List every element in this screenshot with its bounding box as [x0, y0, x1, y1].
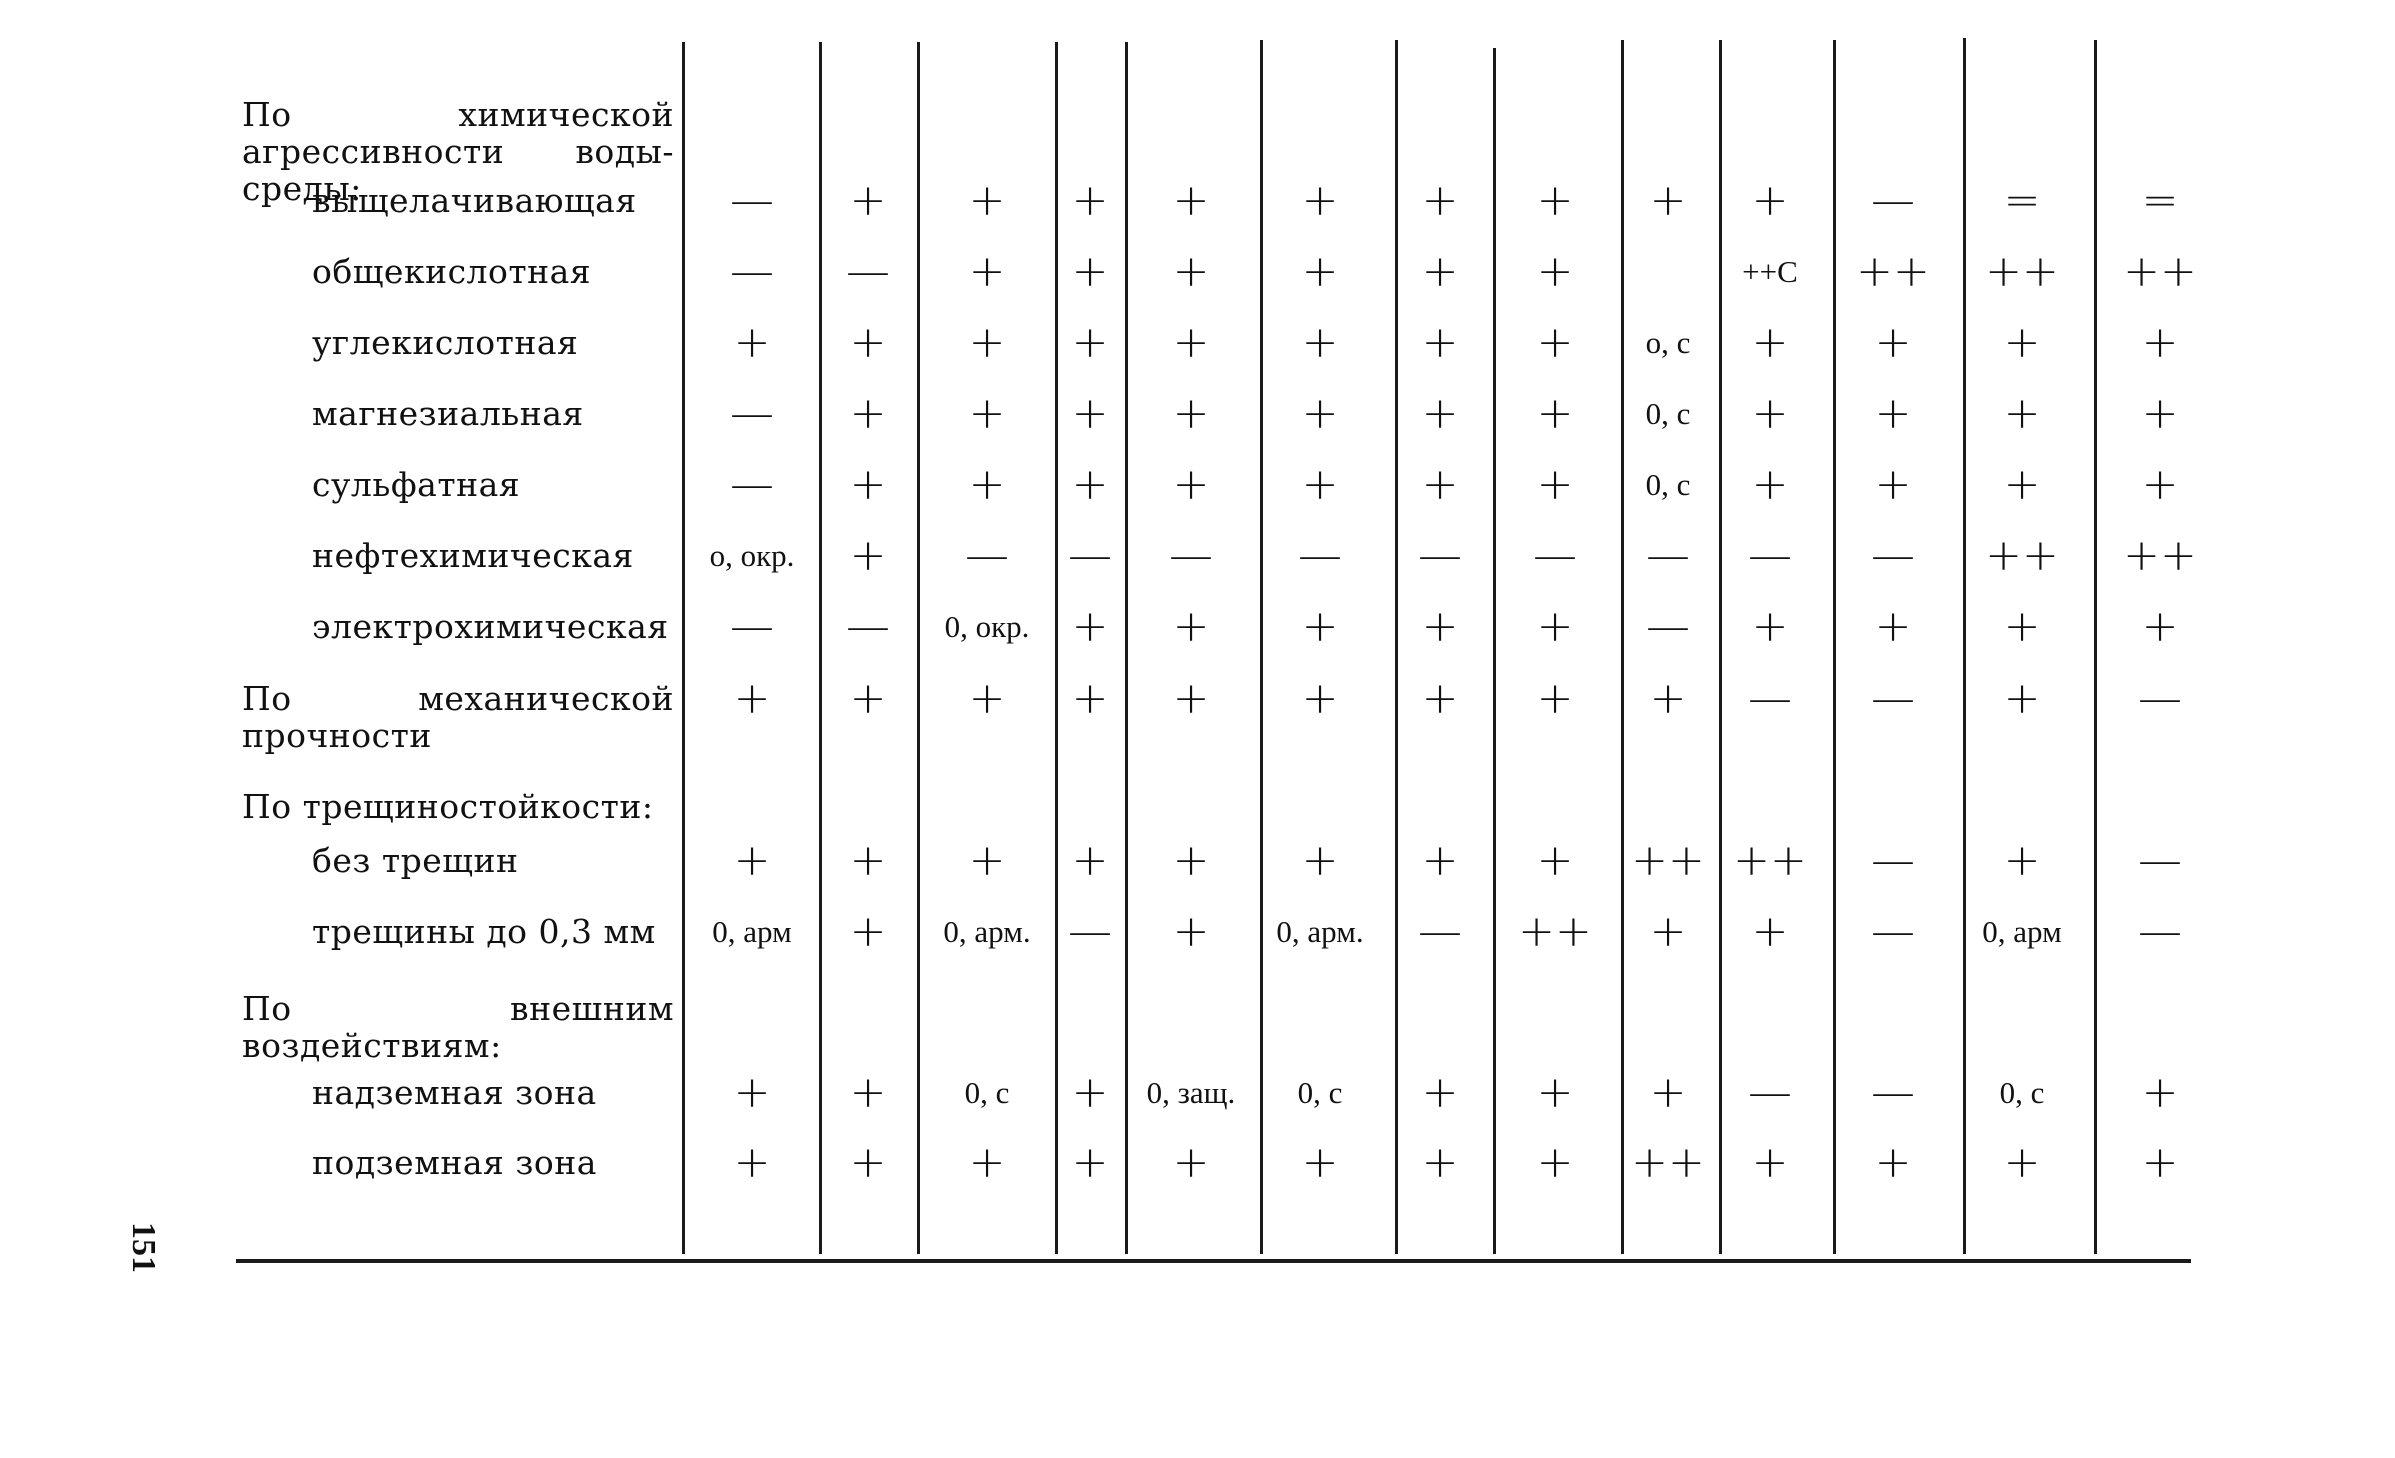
table-cell: + — [2141, 1137, 2179, 1188]
row-label: нефтехимическая — [312, 536, 634, 575]
table-cell: + — [1071, 601, 1109, 652]
table-cell: о, окр. — [709, 538, 795, 573]
table-cell: + — [1536, 459, 1574, 510]
table-cell: + — [2141, 459, 2179, 510]
table-cell: + — [1536, 246, 1574, 297]
table-cell: ++ — [1733, 835, 1807, 886]
table-cell: — — [1418, 906, 1462, 957]
table-cell: + — [1536, 317, 1574, 368]
table-cell: + — [968, 246, 1006, 297]
table-cell: — — [1533, 530, 1577, 581]
table-cell: + — [2003, 673, 2041, 724]
table-cell: + — [1874, 1137, 1912, 1188]
table-cell: + — [1421, 317, 1459, 368]
column-line — [1395, 40, 1398, 1254]
table-cell: ++ — [2123, 246, 2197, 297]
table-cell: + — [2003, 317, 2041, 368]
row-label: надземная зона — [312, 1073, 597, 1112]
table-cell: ++ — [1518, 906, 1592, 957]
table-cell: + — [1172, 388, 1210, 439]
table-cell: 0, арм. — [1276, 914, 1364, 949]
table-cell: + — [1421, 459, 1459, 510]
table-cell: — — [1748, 1067, 1792, 1118]
table-cell: ++ — [1856, 246, 1930, 297]
table-cell: + — [2003, 1137, 2041, 1188]
table-cell: + — [2003, 459, 2041, 510]
table-cell: + — [1421, 835, 1459, 886]
table-cell: + — [1536, 388, 1574, 439]
table-cell: + — [2003, 601, 2041, 652]
table-cell: + — [1172, 317, 1210, 368]
table-cell: — — [730, 175, 774, 226]
table-cell: ++ — [1631, 1137, 1705, 1188]
table-cell: + — [1536, 175, 1574, 226]
table-cell: + — [849, 459, 887, 510]
table-cell: о, с — [1645, 325, 1691, 360]
table-cell: + — [968, 1137, 1006, 1188]
table-cell: + — [733, 317, 771, 368]
table-cell: + — [2141, 388, 2179, 439]
table-cell: ++С — [1742, 254, 1798, 289]
table-cell: — — [1418, 530, 1462, 581]
column-line — [1260, 40, 1263, 1254]
table-cell: — — [1748, 673, 1792, 724]
table-cell: — — [846, 246, 890, 297]
table-cell: + — [849, 175, 887, 226]
table-cell: + — [1071, 1067, 1109, 1118]
table-cell: + — [849, 906, 887, 957]
table-cell: + — [1536, 835, 1574, 886]
bottom-rule — [236, 1259, 2191, 1263]
table-cell: + — [849, 673, 887, 724]
table-cell: + — [1874, 601, 1912, 652]
table-cell: + — [1536, 673, 1574, 724]
section-label: По механической прочности — [242, 679, 674, 755]
table-cell: + — [968, 673, 1006, 724]
table-cell: + — [1071, 459, 1109, 510]
table-cell: + — [849, 1067, 887, 1118]
table-cell: + — [1751, 317, 1789, 368]
table-cell: — — [1298, 530, 1342, 581]
table-cell: + — [2141, 317, 2179, 368]
table-cell: + — [1649, 906, 1687, 957]
table-cell: + — [968, 175, 1006, 226]
table-cell: ++ — [1985, 246, 2059, 297]
table-cell: + — [1536, 1137, 1574, 1188]
table-cell: + — [1421, 1137, 1459, 1188]
section-label: По трещиностойкости: — [242, 787, 654, 826]
table-cell: + — [968, 459, 1006, 510]
table-cell: + — [1421, 388, 1459, 439]
table-cell: + — [1874, 388, 1912, 439]
table-cell: — — [1646, 601, 1690, 652]
table-cell: 0, окр. — [944, 609, 1030, 644]
table-cell: + — [1071, 835, 1109, 886]
table-cell: + — [2141, 1067, 2179, 1118]
table-cell: + — [1301, 175, 1339, 226]
table-cell: + — [1071, 1137, 1109, 1188]
table-cell: — — [730, 601, 774, 652]
column-line — [1621, 40, 1624, 1254]
table-cell: + — [1301, 601, 1339, 652]
table-cell: + — [1536, 1067, 1574, 1118]
table-cell: + — [2003, 388, 2041, 439]
column-line — [682, 42, 685, 1254]
table-cell: + — [1649, 673, 1687, 724]
table-cell: — — [1871, 673, 1915, 724]
row-label: без трещин — [312, 841, 519, 880]
table-cell: + — [1071, 246, 1109, 297]
column-line — [1963, 38, 1966, 1254]
table-cell: ++ — [1985, 530, 2059, 581]
row-label: трещины до 0,3 мм — [312, 912, 656, 951]
table-cell: — — [730, 388, 774, 439]
column-line — [1055, 42, 1058, 1254]
table-cell: + — [2003, 835, 2041, 886]
table-cell: 0, с — [1999, 1075, 2045, 1110]
row-label: выщелачивающая — [312, 181, 637, 220]
table-cell: + — [1874, 459, 1912, 510]
table-cell: + — [849, 317, 887, 368]
table-cell: — — [1871, 1067, 1915, 1118]
table-cell: — — [2138, 673, 2182, 724]
column-line — [1719, 40, 1722, 1254]
table-cell: + — [1751, 175, 1789, 226]
table-cell: + — [1751, 906, 1789, 957]
table-cell: + — [1751, 388, 1789, 439]
table-cell: + — [1071, 175, 1109, 226]
table-cell: — — [846, 601, 890, 652]
table-cell: — — [965, 530, 1009, 581]
row-label: углекислотная — [312, 323, 579, 362]
table-cell: + — [733, 673, 771, 724]
table-cell: + — [1301, 459, 1339, 510]
table-cell: — — [730, 246, 774, 297]
table-cell: 0, защ. — [1146, 1075, 1236, 1110]
table-cell: + — [1071, 673, 1109, 724]
table-cell: 0, арм — [1982, 914, 2062, 949]
table-cell: + — [1172, 246, 1210, 297]
table-cell: + — [1301, 835, 1339, 886]
table-cell: + — [849, 1137, 887, 1188]
table-cell: = — [2141, 175, 2179, 226]
table-cell: — — [1068, 530, 1112, 581]
column-line — [819, 42, 822, 1254]
table-cell: — — [1068, 906, 1112, 957]
table-cell: — — [1748, 530, 1792, 581]
table-cell: + — [1172, 459, 1210, 510]
table-cell: + — [1071, 388, 1109, 439]
section-label: По внешним воздействиям: — [242, 989, 674, 1065]
column-line — [1493, 48, 1496, 1254]
table-cell: 0, арм — [712, 914, 792, 949]
table-cell: — — [1871, 835, 1915, 886]
column-line — [1125, 42, 1128, 1254]
table-cell: + — [1751, 459, 1789, 510]
column-line — [917, 42, 920, 1254]
table-cell: + — [1751, 1137, 1789, 1188]
table-cell: — — [2138, 835, 2182, 886]
table-cell: + — [1172, 601, 1210, 652]
table-cell: — — [1871, 906, 1915, 957]
table-cell: + — [849, 530, 887, 581]
table-cell: 0, с — [964, 1075, 1010, 1110]
table-cell: + — [1751, 601, 1789, 652]
table-cell: — — [1871, 530, 1915, 581]
row-label: сульфатная — [312, 465, 521, 504]
table-cell: + — [1172, 175, 1210, 226]
table-cell: + — [849, 388, 887, 439]
table-cell: + — [1172, 673, 1210, 724]
table-cell: ++ — [1631, 835, 1705, 886]
column-line — [2094, 40, 2097, 1254]
table-cell: + — [733, 1067, 771, 1118]
table-cell: + — [1301, 673, 1339, 724]
table-cell: — — [1871, 175, 1915, 226]
table-cell: 0, с — [1297, 1075, 1343, 1110]
table-cell: — — [2138, 906, 2182, 957]
table-cell: 0, с — [1645, 467, 1691, 502]
page-number: 151 — [125, 1222, 162, 1273]
table-cell: + — [1421, 175, 1459, 226]
table-cell: + — [968, 317, 1006, 368]
row-label: подземная зона — [312, 1143, 597, 1182]
table-cell: + — [1874, 317, 1912, 368]
column-line — [1833, 40, 1836, 1254]
table-cell: = — [2003, 175, 2041, 226]
table-cell: + — [1536, 601, 1574, 652]
table-cell: + — [1172, 1137, 1210, 1188]
table-cell: + — [1421, 673, 1459, 724]
table-cell: + — [1172, 835, 1210, 886]
table-cell: + — [2141, 601, 2179, 652]
row-label: электрохимическая — [312, 607, 669, 646]
table-cell: + — [1301, 317, 1339, 368]
table-cell: + — [1301, 1137, 1339, 1188]
table-cell: + — [1301, 388, 1339, 439]
table-cell: + — [1649, 175, 1687, 226]
table-cell: — — [1169, 530, 1213, 581]
table-cell: 0, арм. — [943, 914, 1031, 949]
table-cell: + — [1649, 1067, 1687, 1118]
table-cell: + — [968, 835, 1006, 886]
table-cell: — — [730, 459, 774, 510]
table-cell: + — [1071, 317, 1109, 368]
table-cell: + — [733, 1137, 771, 1188]
table-cell: — — [1646, 530, 1690, 581]
table-cell: 0, с — [1645, 396, 1691, 431]
table-cell: + — [1421, 246, 1459, 297]
table-cell: + — [1301, 246, 1339, 297]
table-cell: + — [849, 835, 887, 886]
table-cell: ++ — [2123, 530, 2197, 581]
table-cell: + — [1421, 1067, 1459, 1118]
row-label: общекислотная — [312, 252, 592, 291]
table-cell: + — [968, 388, 1006, 439]
table-cell: + — [1421, 601, 1459, 652]
row-label: магнезиальная — [312, 394, 584, 433]
table-cell: + — [1172, 906, 1210, 957]
table-cell: + — [733, 835, 771, 886]
section-label: По химической агрессивности воды-среды: — [242, 95, 674, 208]
